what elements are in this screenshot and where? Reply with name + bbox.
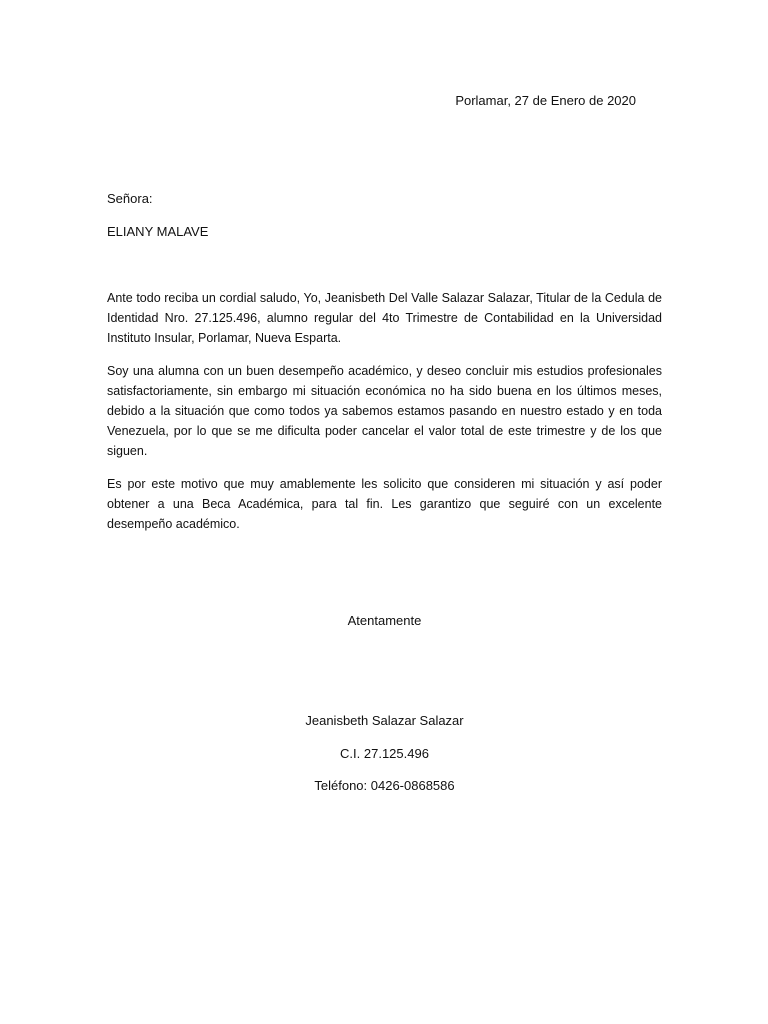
body-paragraph-2: Soy una alumna con un buen desempeño académico, y deseo concluir mis estudios profesionales satisfactoriamente, sin embargo mi situación económica no ha sido buena en los últimos meses, debido a la situación que como todos ya sabemos estamos pasando en nuestro estado y en toda Venezuela, por lo que se me dificulta poder cancelar el valor total de este trimestre y de los que siguen.	[107, 364, 662, 458]
signature-phone: Teléfono: 0426-0868586	[314, 778, 455, 793]
date-line: Porlamar, 27 de Enero de 2020	[455, 93, 636, 108]
body-paragraph-3: Es por este motivo que muy amablemente les solicito que consideren mi situación y así poder obtener a una Beca Académica, para tal fin. Les garantizo que seguiré con un excelente desempeño académico.	[107, 477, 662, 531]
body-paragraph-1: Ante todo reciba un cordial saludo, Yo, Jeanisbeth Del Valle Salazar Salazar, Titular de la Cedula de Identidad Nro. 27.125.496, alumno regular del 4to Trimestre de Contabilidad en la Universidad Instituto Insular, Porlamar, Nueva Esparta.	[107, 291, 662, 345]
signature-id: C.I. 27.125.496	[340, 746, 429, 761]
salutation: Señora:	[107, 191, 153, 206]
closing: Atentamente	[347, 613, 422, 628]
recipient-name: ELIANY MALAVE	[107, 224, 209, 239]
signature-name: Jeanisbeth Salazar Salazar	[305, 713, 464, 728]
